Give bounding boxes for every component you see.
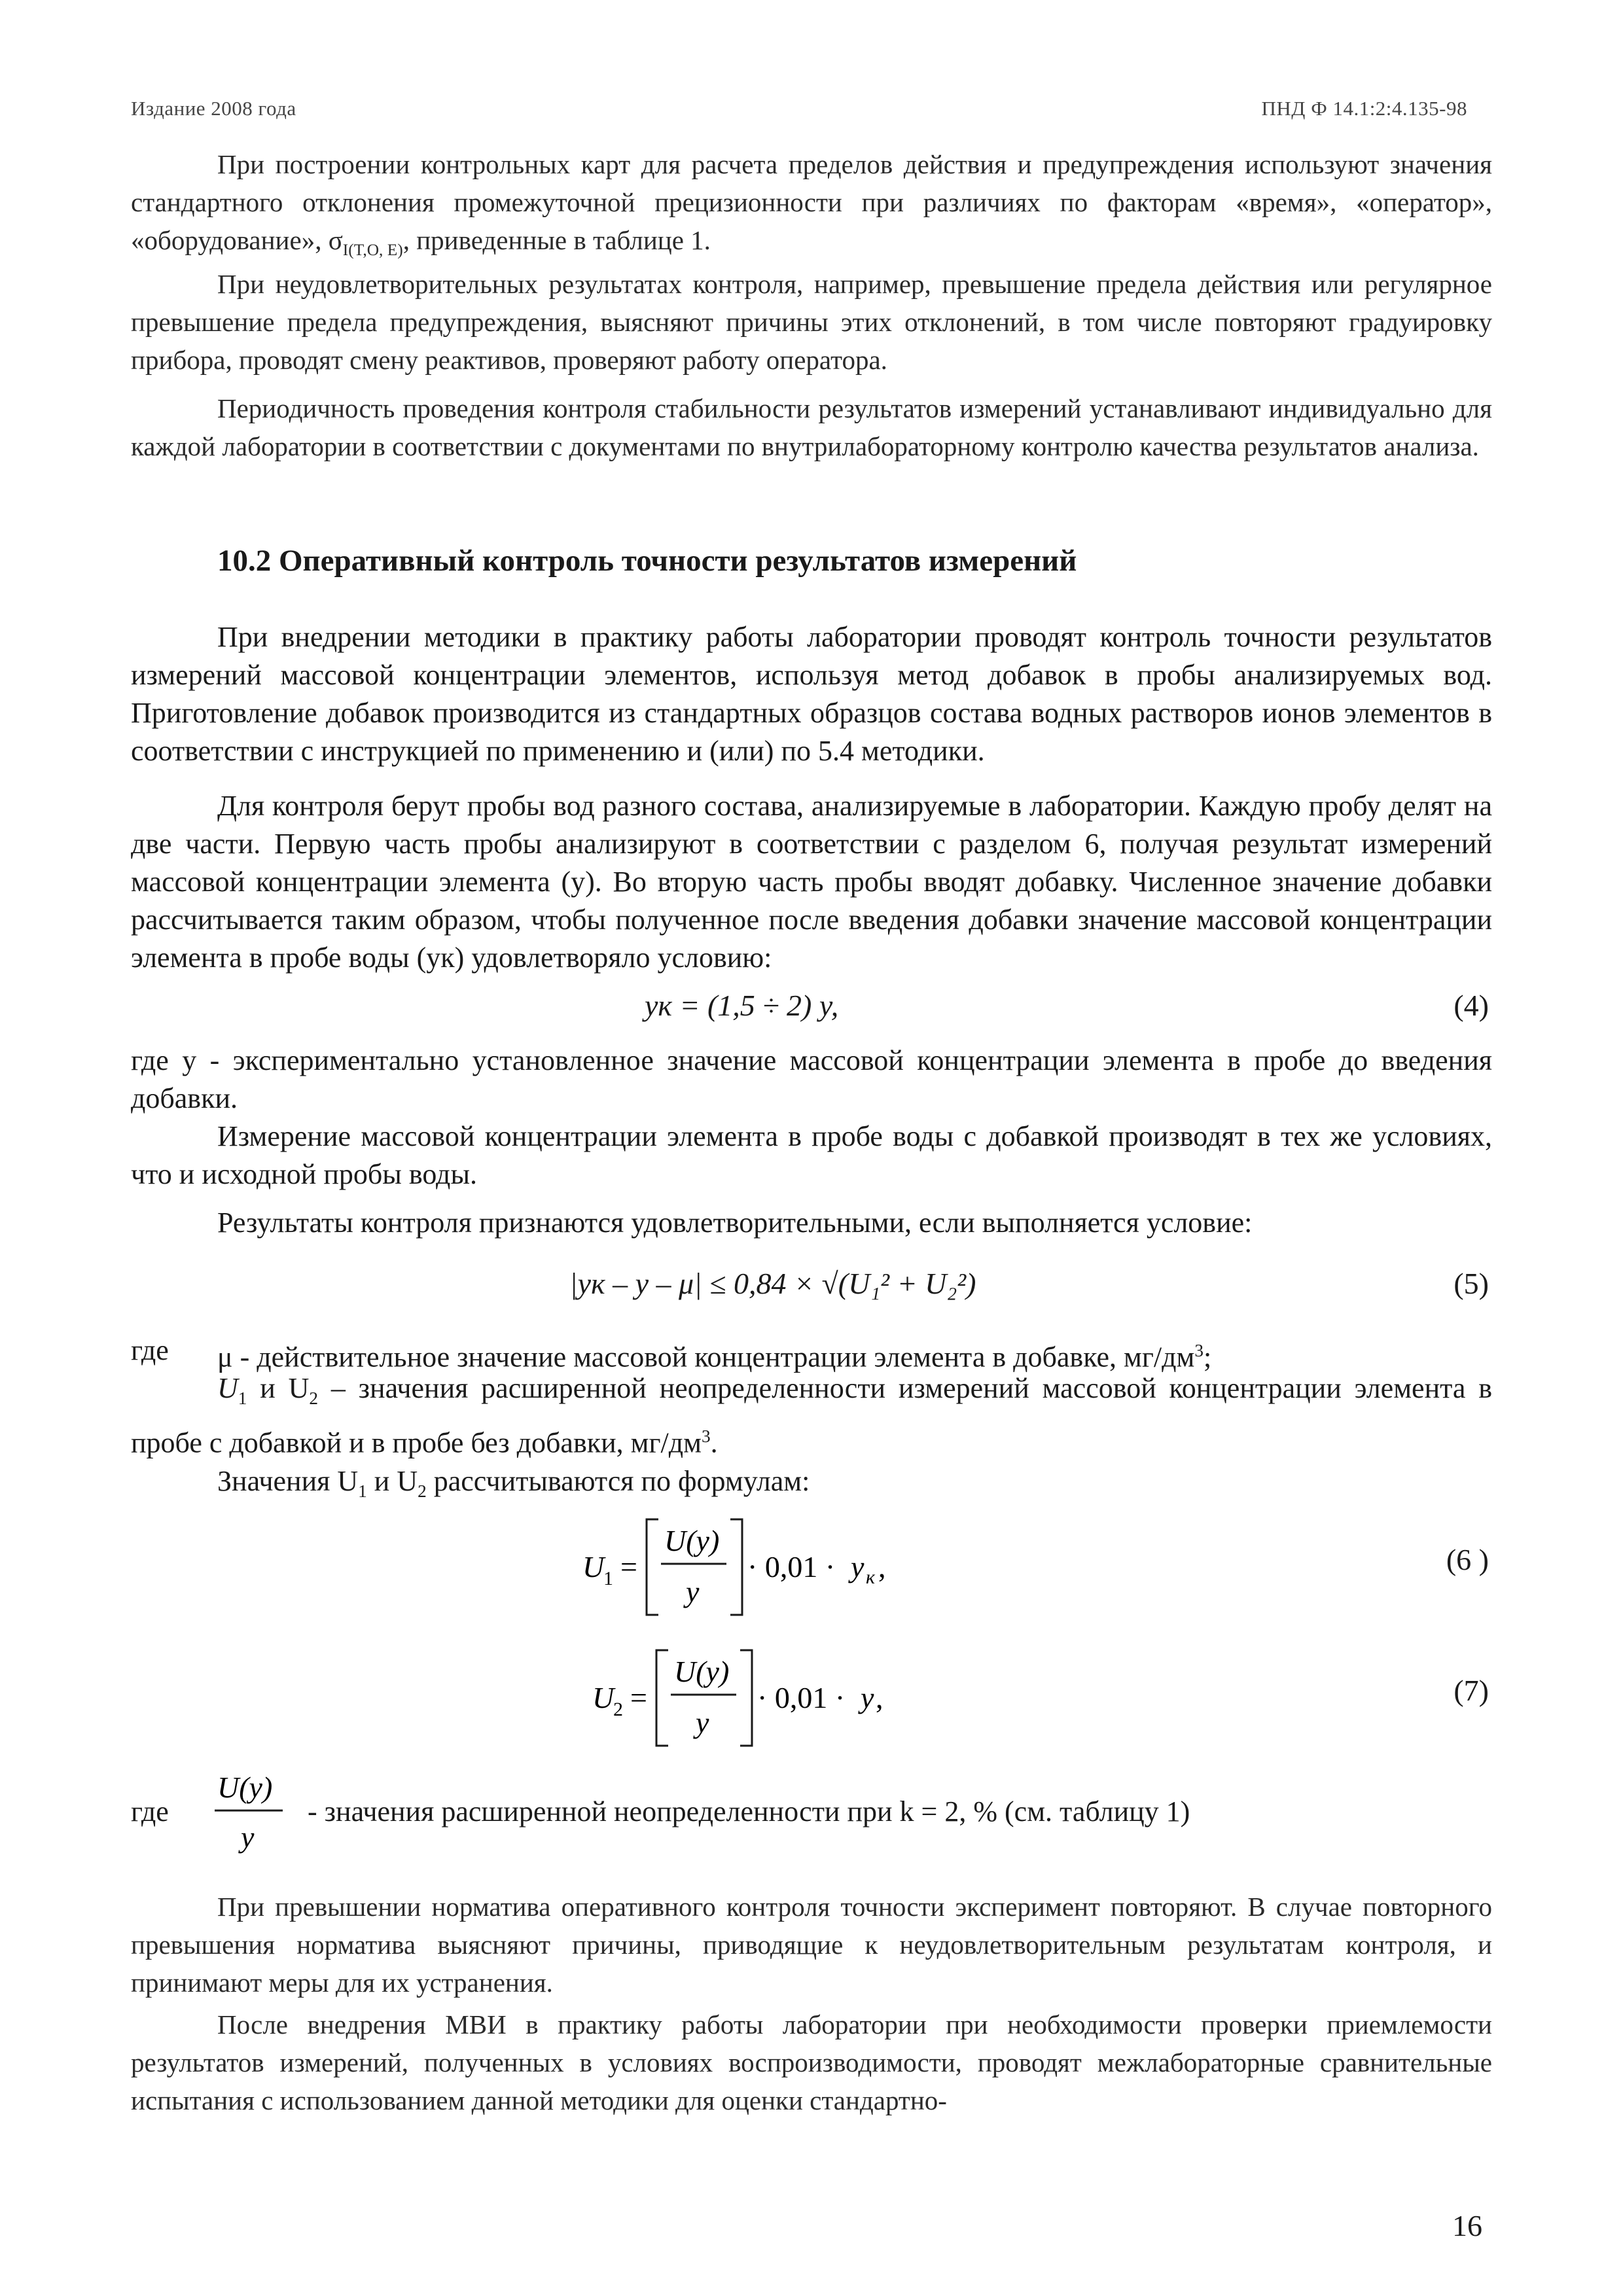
svg-text:U(y): U(y)	[674, 1655, 730, 1688]
paragraph-repeat-experiment: При превышении норматива оперативного контроля точности эксперимент повторяют. В случае повторного превышения норматива выясняют причины, приводящие к неудовлетворительным результатам контроля, и принимают меры для их устранения.	[131, 1892, 1492, 1998]
paragraph-where-y: где y - экспериментально установленное значение массовой концентрации элемента в пробе до введения добавки.	[131, 1044, 1492, 1114]
paragraph-where-fraction: - значения расширенной неопределенности при k = 2, % (см. таблицу 1)	[308, 1795, 1190, 1828]
svg-text:=: =	[630, 1681, 647, 1714]
svg-text:к: к	[866, 1566, 876, 1588]
paragraph-satisfactory-condition: Результаты контроля признаются удовлетворительными, если выполняется условие:	[217, 1207, 1253, 1239]
fraction-uy-over-y	[209, 1763, 294, 1862]
paragraph-control-charts: При построении контрольных карт для расчета пределов действия и предупреждения используют значения стандартного отклонения промежуточной прецизионности при различиях по факторам «время», «оператор», «оборудование», $\sigma_{I(T,O, E)}$, приведенные в таблице 1.	[131, 149, 1492, 260]
svg-text:· 0,01 ·: · 0,01 ·	[757, 1681, 846, 1714]
paragraph-interlab-testing: После внедрения МВИ в практику работы лаборатории при необходимости проверки приемлемости результатов измерений, полученных в условиях воспроизводимости, проводят межлабораторные сравнительные испытания с использованием данной методики для оценки стандартно-	[131, 2009, 1492, 2115]
equation-5: |yк – y – μ| ≤ 0,84 × √(U₁² + U₂²)	[569, 1267, 976, 1300]
svg-text:U(y): U(y)	[217, 1771, 273, 1804]
equation-7	[586, 1636, 926, 1760]
paragraph-measurement-conditions: Измерение массовой концентрации элемента в пробе воды с добавкой производят в тех же условиях, что и исходной пробы воды.	[131, 1120, 1492, 1190]
where-label-fraction: где	[131, 1795, 169, 1828]
paragraph-accuracy-control: При внедрении методики в практику работы лаборатории проводят контроль точности результатов измерений массовой концентрации элементов, используя метод добавок в пробы анализируемых вод. Приготовление добавок производится из стандартных образцов состава водных растворов ионов элементов в соответствии с инструкцией по применению и (или) по 5.4 методики.	[131, 621, 1492, 767]
header-document-code: ПНД Ф 14.1:2:4.135-98	[1261, 97, 1467, 120]
page-number: 16	[1452, 2209, 1482, 2242]
equation-4: yк = (1,5 ÷ 2) y,	[645, 989, 839, 1022]
svg-text:=: =	[620, 1550, 637, 1583]
svg-text:,: ,	[876, 1681, 883, 1714]
svg-text:U: U	[592, 1681, 615, 1714]
section-title: 10.2 Оперативный контроль точности результатов измерений	[217, 544, 1077, 578]
svg-text:U: U	[582, 1550, 605, 1583]
equation-6-number: (6 )	[1446, 1543, 1489, 1576]
svg-text:2: 2	[613, 1699, 623, 1720]
paragraph-periodicity: Периодичность проведения контроля стабильности результатов измерений устанавливают индивидуально для каждой лаборатории в соответствии с документами по внутрилабораторному контролю качества результатов анализа.	[131, 393, 1492, 461]
header-edition: Издание 2008 года	[131, 97, 296, 120]
equation-6	[576, 1505, 969, 1629]
equation-4-number: (4)	[1454, 989, 1489, 1022]
paragraph-unsatisfactory-results: При неудовлетворительных результатах контроля, например, превышение предела действия или регулярное превышение предела предупреждения, выясняют причины этих отклонений, в том числе повторяют градуировку прибора, проводят смену реактивов, проверяют работу оператора.	[131, 269, 1492, 375]
svg-text:,: ,	[878, 1550, 886, 1583]
where-label-mu: где	[131, 1334, 169, 1366]
equation-7-number: (7)	[1454, 1674, 1489, 1707]
svg-text:y: y	[241, 1820, 255, 1854]
paragraph-formulas-intro: Значения $U_1$ и $U_2$ рассчитываются по формулам:	[217, 1465, 810, 1501]
paragraph-sampling: Для контроля берут пробы вод разного состава, анализируемые в лаборатории. Каждую пробу делят на две части. Первую часть пробы анализируют в соответствии с разделом 6, получая результат измерений массовой концентрации элемента (y). Во вторую часть пробы вводят добавку. Численное значение добавки рассчитывается таким образом, чтобы полученное после введения добавки значение массовой концентрации элемента в пробе воды (yк) удовлетворяло условию:	[131, 790, 1492, 974]
svg-text:y: y	[861, 1681, 874, 1714]
svg-text:y: y	[851, 1550, 865, 1583]
svg-text:y: y	[686, 1575, 700, 1608]
paragraph-where-mu: μ - действительное значение массовой концентрации элемента в добавке, $мг/дм^3$;	[217, 1341, 1212, 1373]
paragraph-where-u: $U_1$ и $U_2$ – значения расширенной неопределенности измерений массовой концентрации элемента в пробе с добавкой и в пробе без добавки, $мг/дм^3$.	[131, 1372, 1493, 1459]
equation-5-number: (5)	[1454, 1267, 1489, 1300]
svg-text:U(y): U(y)	[664, 1524, 720, 1557]
svg-text:y: y	[696, 1706, 709, 1739]
svg-text:1: 1	[603, 1568, 613, 1589]
svg-text:· 0,01 ·: · 0,01 ·	[747, 1550, 836, 1583]
